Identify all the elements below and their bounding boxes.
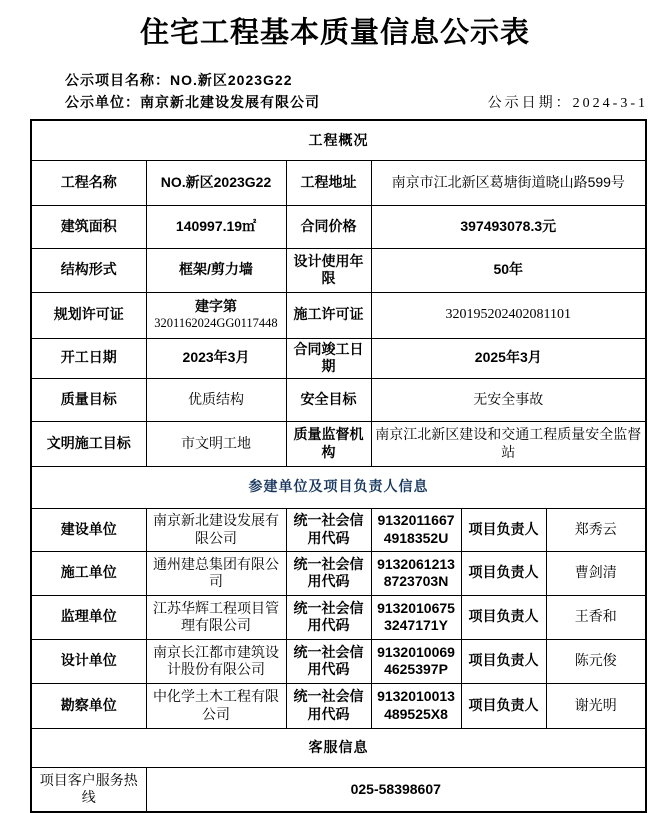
quality-info-table — [30, 119, 647, 813]
manager-name: 曹剑清 — [546, 551, 646, 595]
overview-label: 合同竣工日期 — [286, 338, 371, 378]
table-row — [31, 248, 646, 292]
overview-label: 结构形式 — [31, 248, 146, 292]
table-row — [31, 205, 646, 248]
manager-name: 郑秀云 — [546, 508, 646, 551]
participant-company: 通州建总集团有限公司 — [146, 551, 286, 595]
overview-label: 安全目标 — [286, 378, 371, 421]
hotline-value: 025-58398607 — [146, 767, 646, 812]
permit-prefix: 建字第 — [195, 298, 237, 315]
participant-company: 南京长江都市建筑设计股份有限公司 — [146, 639, 286, 683]
publish-date-line: 公示日期：2024-3-1 — [487, 96, 648, 111]
credit-code-label: 统一社会信用代码 — [286, 551, 371, 595]
overview-label: 开工日期 — [31, 338, 146, 378]
table-row — [31, 421, 646, 466]
credit-code-label: 统一社会信用代码 — [286, 508, 371, 551]
participant-role: 建设单位 — [31, 508, 146, 551]
manager-label: 项目负责人 — [461, 595, 546, 639]
participant-role: 施工单位 — [31, 551, 146, 595]
overview-value: 320195202402081101 — [371, 292, 646, 338]
overview-label: 质量目标 — [31, 378, 146, 421]
table-row — [31, 551, 646, 595]
manager-label: 项目负责人 — [461, 639, 546, 683]
credit-code-label: 统一社会信用代码 — [286, 683, 371, 728]
table-row — [31, 338, 646, 378]
overview-label: 规划许可证 — [31, 292, 146, 338]
credit-code-label: 统一社会信用代码 — [286, 595, 371, 639]
overview-label: 合同价格 — [286, 205, 371, 248]
manager-label: 项目负责人 — [461, 508, 546, 551]
table-row — [31, 378, 646, 421]
hotline-label: 项目客户服务热线 — [31, 767, 146, 812]
overview-value: NO.新区2023G22 — [146, 160, 286, 205]
header-left — [65, 69, 320, 113]
manager-name: 王香和 — [546, 595, 646, 639]
overview-label: 工程地址 — [286, 160, 371, 205]
table-row — [31, 160, 646, 205]
table-row — [31, 508, 646, 551]
section-title-participants: 参建单位及项目负责人信息 — [31, 466, 646, 508]
permit-number: 3201162024GG0117448 — [154, 315, 278, 330]
overview-label: 工程名称 — [31, 160, 146, 205]
manager-name: 陈元俊 — [546, 639, 646, 683]
project-name-line: 公示项目名称：NO.新区2023G22 — [65, 72, 293, 88]
participant-company: 中化学土木工程有限公司 — [146, 683, 286, 728]
participant-role: 设计单位 — [31, 639, 146, 683]
section-title-service: 客服信息 — [31, 728, 646, 767]
publisher-line: 公示单位：南京新北建设发展有限公司 — [65, 94, 320, 110]
credit-code-label: 统一社会信用代码 — [286, 639, 371, 683]
overview-value: 框架/剪力墙 — [146, 248, 286, 292]
overview-value: 2023年3月 — [146, 338, 286, 378]
overview-value: 南京市江北新区葛塘街道晓山路599号 — [371, 160, 646, 205]
table-row — [31, 639, 646, 683]
section-title-overview: 工程概况 — [31, 120, 646, 160]
participant-company: 南京新北建设发展有限公司 — [146, 508, 286, 551]
credit-code-value: 91320106753247171Y — [371, 595, 461, 639]
participant-role: 勘察单位 — [31, 683, 146, 728]
table-row — [31, 595, 646, 639]
table-row — [31, 683, 646, 728]
overview-value: 优质结构 — [146, 378, 286, 421]
overview-label: 建筑面积 — [31, 205, 146, 248]
table-row — [31, 292, 646, 338]
overview-label: 施工许可证 — [286, 292, 371, 338]
table-row — [31, 767, 646, 812]
credit-code-value: 91320612138723703N — [371, 551, 461, 595]
overview-value: 397493078.3元 — [371, 205, 646, 248]
overview-value: 无安全事故 — [371, 378, 646, 421]
overview-label: 文明施工目标 — [31, 421, 146, 466]
header-block — [65, 69, 648, 113]
overview-value: 2025年3月 — [371, 338, 646, 378]
overview-label: 设计使用年限 — [286, 248, 371, 292]
overview-value: 50年 — [371, 248, 646, 292]
overview-value — [146, 292, 286, 338]
overview-value: 140997.19㎡ — [146, 205, 286, 248]
credit-code-value: 91320116674918352U — [371, 508, 461, 551]
participant-company: 江苏华辉工程项目管理有限公司 — [146, 595, 286, 639]
manager-label: 项目负责人 — [461, 683, 546, 728]
credit-code-value: 9132010013489525X8 — [371, 683, 461, 728]
manager-name: 谢光明 — [546, 683, 646, 728]
page-title: 住宅工程基本质量信息公示表 — [139, 17, 530, 49]
overview-value: 南京江北新区建设和交通工程质量安全监督站 — [371, 421, 646, 466]
overview-label: 质量监督机构 — [286, 421, 371, 466]
participant-role: 监理单位 — [31, 595, 146, 639]
credit-code-value: 91320100694625397P — [371, 639, 461, 683]
overview-value: 市文明工地 — [146, 421, 286, 466]
manager-label: 项目负责人 — [461, 551, 546, 595]
